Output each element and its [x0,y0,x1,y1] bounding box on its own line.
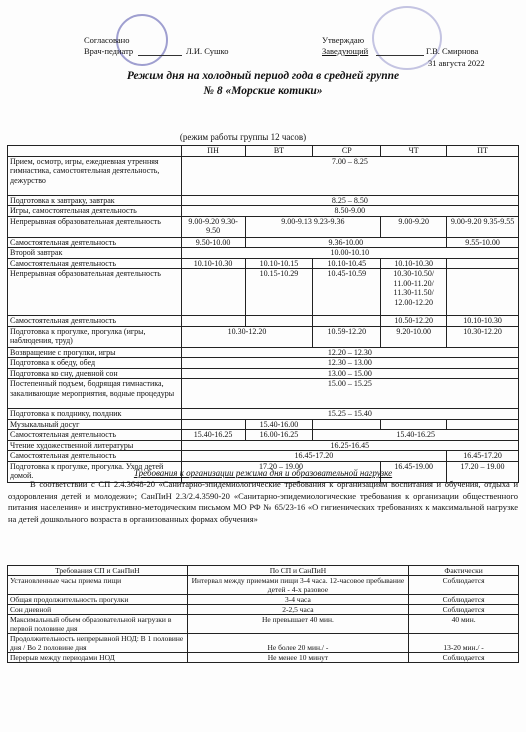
activity-cell: Самостоятельная деятельность [8,316,182,327]
day-wed: СР [313,146,381,157]
activity-cell: Возвращение с прогулки, игры [8,347,182,358]
time-cell: 13.00 – 15.00 [181,368,518,379]
norm-cell: Интервал между приемами пищи 3-4 часа. 12-часовое пребывание детей - 4-х разовое [187,576,408,595]
approval-date: 31 августа 2022 [428,58,485,68]
time-cell: 10.10-10.30 [381,258,447,269]
activity-cell: Самостоятельная деятельность [8,258,182,269]
empty-cell [447,269,519,316]
empty-cell [447,419,519,430]
activity-cell: Непрерывная образовательная деятельность [8,216,182,237]
empty-header-cell [8,146,182,157]
time-cell: 9.55-10.00 [447,237,519,248]
norm-cell: Не превышает 40 мин. [187,615,408,634]
time-cell: 10.10-10.15 [245,258,313,269]
day-fri: ПТ [447,146,519,157]
activity-cell: Подготовка к прогулке, прогулка. Уход детей домой. [8,461,182,482]
time-cell: 9.50-10.00 [181,237,245,248]
time-cell: 17.20 – 19.00 [181,461,381,482]
activity-cell: Самостоятельная деятельность [8,430,182,441]
activity-cell: Подготовка к полднику, полдник [8,409,182,420]
activity-cell: Подготовка к завтраку, завтрак [8,195,182,206]
empty-cell [313,419,381,430]
activity-cell: Музыкальный досуг [8,419,182,430]
day-tue: ВТ [245,146,313,157]
col-norm: По СП и СанПиН [187,566,408,576]
actual-cell: 13-20 мин./ - [409,634,519,653]
time-cell: 16.45-19.00 [381,461,447,482]
time-cell: 8.25 – 8.50 [181,195,518,206]
table-row [8,576,519,595]
activity-cell: Самостоятельная деятельность [8,237,182,248]
time-cell: 15.25 – 15.40 [181,409,518,420]
activity-cell: Постепенный подъем, бодрящая гимнастика, закаливающие мероприятия, водные процедуры [8,379,182,409]
col-actual: Фактически [409,566,519,576]
time-cell: 17.20 – 19.00 [447,461,519,482]
table-row [8,316,519,327]
schedule-table [7,145,519,483]
table-row [8,326,519,347]
group-title: № 8 «Морские котики» [203,85,323,97]
table-row [8,615,519,634]
doctor-role: Врач-педиатр [84,46,134,56]
time-cell: 10.50-12.20 [381,316,447,327]
col-requirements: Требования СП и СанПиН [8,566,188,576]
table-row [8,237,519,248]
requirement-cell: Сон дневной [8,605,188,615]
time-cell: 9.00-9.20 9.30-9.50 [181,216,245,237]
requirements-paragraph: В соответствии с СП 2.4.3648-20 «Санитарно-эпидемиологические требования к организациям воспитания и обучения, отдыха и оздоровления детей и молодежи»; СанПиН 2.3/2.4.3590-20 «Санитарно-эпидемиологические требования к организации общественного питания населения» и инструктивно-методическим письмом МО РФ № 65/23-16 «О гигиенических требованиях к максимальной нагрузке на детей дошкольного возраста в организованных формах обучения» [8,479,518,524]
actual-cell: Соблюдается [409,576,519,595]
time-cell: 9.00-9.20 9.35-9.55 [447,216,519,237]
table-row [8,379,519,409]
time-cell: 10.00-10.10 [181,248,518,259]
day-thu: ЧТ [381,146,447,157]
time-cell: 10.15-10.29 [245,269,313,316]
requirement-cell: Установленные часы приема пищи [8,576,188,595]
norm-cell: Не менее 10 минут [187,653,408,663]
table-row [8,216,519,237]
activity-cell: Второй завтрак [8,248,182,259]
table-row [8,368,519,379]
actual-cell: Соблюдается [409,595,519,605]
requirements-heading: Требования к организации режима дня и образовательной нагрузке [133,468,393,478]
time-cell: 12.30 – 13.00 [181,358,518,369]
table-row [8,409,519,420]
agreed-label: Согласовано [84,35,130,45]
time-cell: 8.50-9.00 [181,206,518,217]
time-cell: 7.00 – 8.25 [181,156,518,195]
schedule-header-row [8,146,519,157]
requirement-cell: Максимальный объем образовательной нагрузки в первой половине дня [8,615,188,634]
norm-cell: Не более 20 мин./ - [187,634,408,653]
time-cell: 16.00-16.25 [245,430,313,441]
table-row [8,605,519,615]
time-cell: 15.00 – 15.25 [181,379,518,409]
time-cell: 10.10-10.30 [181,258,245,269]
time-cell: 10.10-10.30 [447,316,519,327]
norm-cell: 2-2,5 часа [187,605,408,615]
time-cell: 10.10-10.45 [313,258,381,269]
table-row [8,358,519,369]
norm-cell: 3-4 часа [187,595,408,605]
work-mode: (режим работы группы 12 часов) [179,132,307,142]
activity-cell: Подготовка к обеду, обед [8,358,182,369]
time-cell: 16.45-17.20 [447,451,519,462]
time-cell: 12.20 – 12.30 [181,347,518,358]
table-row [8,195,519,206]
requirements-header-row [8,566,519,576]
empty-cell [181,269,245,316]
activity-cell: Самостоятельная деятельность [8,451,182,462]
requirements-table [7,565,519,663]
activity-cell: Подготовка ко сну, дневной сон [8,368,182,379]
empty-cell [313,316,381,327]
day-mon: ПН [181,146,245,157]
empty-cell [447,258,519,269]
empty-cell [245,316,313,327]
requirement-cell: Общая продолжительность прогулки [8,595,188,605]
time-cell: 9.00-9.13 9.23-9.36 [245,216,381,237]
time-cell: 9.00-9.20 [381,216,447,237]
table-row [8,634,519,653]
table-row [8,248,519,259]
time-cell: 16.25-16.45 [181,440,518,451]
time-cell: 15.40-16.25 [181,430,245,441]
activity-cell: Прием, осмотр, игры, ежедневная утренняя гимнастика, самостоятельная деятельность, дежурство [8,156,182,195]
time-cell: 10.45-10.59 [313,269,381,316]
table-row [8,206,519,217]
time-cell: 15.40-16.25 [313,430,519,441]
time-cell: 9.20-10.00 [381,326,447,347]
time-cell: 16.45-17.20 [181,451,446,462]
head-signature-line [376,55,424,56]
requirement-cell: Продолжительность непрерывной НОД: В 1 половине дня / Во 2 половине дня [8,634,188,653]
actual-cell: Соблюдается [409,653,519,663]
time-cell: 10.30-12.20 [181,326,313,347]
table-row [8,653,519,663]
time-cell: 15.40-16.00 [245,419,313,430]
head-name: Г.В. Смирнова [426,46,479,56]
actual-cell: 40 мин. [409,615,519,634]
activity-cell: Подготовка к прогулке, прогулка (игры, наблюдения, труд) [8,326,182,347]
doctor-name: Л.И. Сушко [186,46,229,56]
table-row [8,595,519,605]
actual-cell: Соблюдается [409,605,519,615]
table-row [8,269,519,316]
doctor-signature-line [138,55,182,56]
empty-cell [381,419,447,430]
approve-label: Утверждаю [322,35,365,45]
activity-cell: Игры, самостоятельная деятельность [8,206,182,217]
table-row [8,451,519,462]
time-cell: 10.30-12.20 [447,326,519,347]
table-row [8,347,519,358]
time-cell: 10.59-12.20 [313,326,381,347]
table-row [8,156,519,195]
table-row [8,440,519,451]
activity-cell: Непрерывная образовательная деятельность [8,269,182,316]
page-title: Режим дня на холодный период года в средней группе [126,70,400,82]
time-cell: 9.36-10.00 [245,237,447,248]
requirement-cell: Перерыв между периодами НОД [8,653,188,663]
empty-cell [181,419,245,430]
empty-cell [181,316,245,327]
activity-cell: Чтение художественной литературы [8,440,182,451]
head-role: Заведующий [322,46,369,56]
table-row [8,419,519,430]
table-row [8,430,519,441]
time-cell: 10.30-10.50/ 11.00-11.20/ 11.30-11.50/ 12.00-12.20 [381,269,447,316]
table-row [8,258,519,269]
